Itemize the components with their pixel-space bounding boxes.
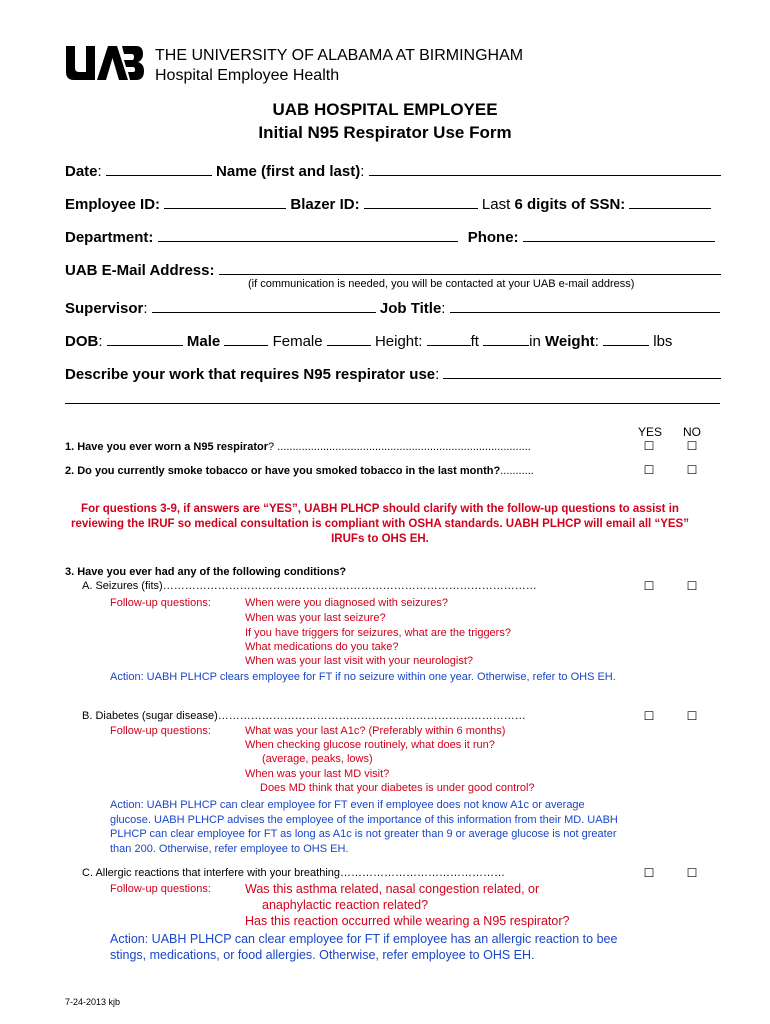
followup-b-5: Does MD think that your diabetes is under good control? [260, 782, 535, 794]
name-field[interactable] [369, 161, 721, 176]
question-1-dots: ? ................................................................................... [267, 441, 531, 453]
blazer-id-label: Blazer ID: [290, 196, 360, 213]
question-2-text: 2. Do you currently smoke tobacco or have you smoked tobacco in the last month? [65, 465, 501, 477]
department-name: Hospital Employee Health [155, 67, 340, 84]
q3b-no-checkbox[interactable]: ☐ [686, 709, 698, 723]
followup-a-3: If you have triggers for seizures, what are the triggers? [245, 627, 511, 639]
question-3: 3. Have you ever had any of the following conditions? [65, 566, 347, 578]
q1-no-checkbox[interactable]: ☐ [686, 439, 698, 453]
name-label: Name (first and last) [216, 163, 361, 180]
describe-field-line2[interactable] [65, 403, 720, 404]
describe-label: Describe your work that requires N95 respirator use [65, 366, 436, 383]
describe-row: Describe your work that requires N95 respirator use: [65, 364, 721, 383]
supervisor-label: Supervisor [65, 300, 144, 317]
question-1 [65, 441, 531, 453]
height-in-field[interactable] [483, 331, 529, 346]
male-field[interactable] [224, 331, 268, 346]
ssn-field[interactable] [629, 194, 711, 209]
condition-a-dots: ………………………………………………………………………………………… [162, 580, 537, 592]
action-a: Action: UABH PLHCP clears employee for FT if no seizure within one year. Otherwise, refer to OHS EH. [110, 671, 616, 683]
department-row [65, 227, 715, 246]
email-label: UAB E-Mail Address: [65, 262, 215, 279]
condition-c [82, 867, 505, 879]
job-title-label: Job Title [379, 300, 442, 317]
date-field[interactable] [106, 161, 212, 176]
condition-a [82, 580, 537, 592]
employee-id-field[interactable] [164, 194, 286, 209]
footer-code: 7-24-2013 kjb [65, 997, 121, 1007]
no-column-header: NO [683, 425, 701, 439]
condition-c-label: C. Allergic reactions that interfere with your breathing [82, 867, 341, 879]
followup-b-1: What was your last A1c? (Preferably within 6 months) [245, 725, 506, 737]
condition-b-label: B. Diabetes (sugar disease) [82, 710, 218, 722]
followup-label-a: Follow-up questions: [110, 597, 211, 609]
email-note: (if communication is needed, you will be contacted at your UAB e-mail address) [248, 278, 635, 290]
followup-a-4: What medications do you take? [245, 641, 399, 653]
weight-field[interactable] [603, 331, 649, 346]
condition-c-dots: ……………………………………… [340, 867, 506, 879]
date-row: Date: Name (first and last): [65, 161, 721, 180]
height-label: Height: [374, 333, 423, 350]
action-b: Action: UABH PLHCP can clear employee for FT even if employee does not know A1c or average glucose. UABH PLHCP advises the employee of the importance of this information from their MD. UABH PLHCP can clear employee for FT as long as A1c is not greater than 9 or average glucose is not greater than 200. Otherwise, refer employee to OHS EH. [110, 799, 618, 855]
department-field[interactable] [158, 227, 458, 242]
date-label: Date [65, 163, 98, 180]
phone-label: Phone: [467, 229, 519, 246]
question-1-text: 1. Have you ever worn a N95 respirator [65, 441, 268, 453]
height-ft-field[interactable] [427, 331, 471, 346]
q3b-yes-checkbox[interactable]: ☐ [643, 709, 655, 723]
follow-up-note: For questions 3-9, if answers are “YES”, UABH PLHCP should clarify with the follow-up questions to assist in reviewing the IRUF so medical consultation is compliant with OSHA standards. UABH PLHCP will email all “YES” IRUFs to OHS EH. [71, 503, 689, 545]
ft-label: ft [470, 333, 479, 350]
followup-b-3: (average, peaks, lows) [262, 753, 373, 765]
followup-c-1: Was this asthma related, nasal congestion related, or [245, 882, 540, 896]
action-c: Action: UABH PLHCP can clear employee for FT if employee has an allergic reaction to bee stings, medications, or food allergies. Otherwise, refer employee to OHS EH. [110, 932, 618, 962]
employee-id-label: Employee ID: [65, 196, 161, 213]
followup-c-2: anaphylactic reaction related? [262, 898, 429, 912]
q2-yes-checkbox[interactable]: ☐ [643, 463, 655, 477]
supervisor-field[interactable] [152, 298, 376, 313]
followup-label-b: Follow-up questions: [110, 725, 211, 737]
followup-a-5: When was your last visit with your neurologist? [245, 655, 474, 667]
phone-field[interactable] [523, 227, 715, 242]
q3a-yes-checkbox[interactable]: ☐ [643, 579, 655, 593]
condition-b [82, 710, 526, 722]
email-field[interactable] [219, 260, 721, 275]
supervisor-row: Supervisor: Job Title: [65, 298, 720, 317]
condition-a-label: A. Seizures (fits) [82, 580, 163, 592]
email-row [65, 260, 721, 279]
followup-c-3: Has this reaction occurred while wearing a N95 respirator? [245, 914, 570, 928]
job-title-field[interactable] [450, 298, 720, 313]
followup-a-2: When was your last seizure? [245, 612, 386, 624]
university-name: THE UNIVERSITY OF ALABAMA AT BIRMINGHAM [155, 47, 524, 64]
followup-label-c: Follow-up questions: [110, 883, 211, 895]
q3c-no-checkbox[interactable]: ☐ [686, 866, 698, 880]
q3a-no-checkbox[interactable]: ☐ [686, 579, 698, 593]
in-label: in [529, 333, 541, 350]
question-2-dots: ........... [500, 465, 534, 477]
describe-field[interactable] [443, 364, 721, 379]
dob-label: DOB [65, 333, 99, 350]
yes-column-header: YES [638, 425, 663, 439]
form-subtitle: Initial N95 Respirator Use Form [258, 123, 512, 142]
department-label: Department: [65, 229, 154, 246]
dob-field[interactable] [107, 331, 183, 346]
q2-no-checkbox[interactable]: ☐ [686, 463, 698, 477]
last-label: Last [481, 196, 511, 213]
q1-yes-checkbox[interactable]: ☐ [643, 439, 655, 453]
condition-b-dots: ………………………………………………………………………… [217, 710, 526, 722]
weight-label: Weight [545, 333, 595, 350]
form-title: UAB HOSPITAL EMPLOYEE [272, 100, 498, 119]
lbs-label: lbs [653, 333, 673, 350]
dob-row: DOB: Male Female Height: ft in Weight: lbs [65, 333, 673, 350]
male-label: Male [186, 333, 221, 350]
ssn-label: 6 digits of SSN: [514, 196, 626, 213]
followup-b-2: When checking glucose routinely, what does it run? [245, 739, 495, 751]
female-field[interactable] [327, 331, 371, 346]
id-row [65, 194, 711, 213]
q3c-yes-checkbox[interactable]: ☐ [643, 866, 655, 880]
uab-logo [66, 46, 144, 80]
blazer-id-field[interactable] [364, 194, 478, 209]
followup-a-1: When were you diagnosed with seizures? [245, 597, 449, 609]
followup-b-4: When was your last MD visit? [245, 768, 390, 780]
female-label: Female [272, 333, 323, 350]
question-2 [65, 465, 534, 477]
